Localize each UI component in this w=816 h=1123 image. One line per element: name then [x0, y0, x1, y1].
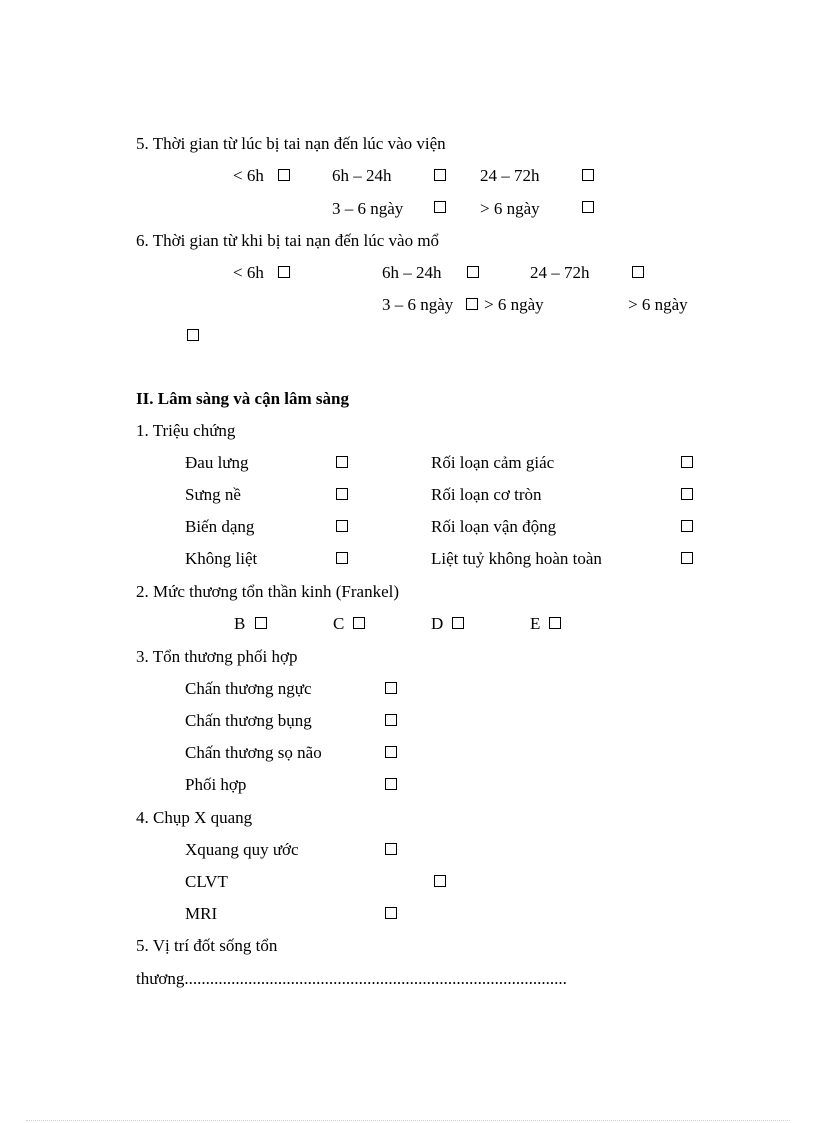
symptom-checkbox[interactable] — [336, 456, 348, 468]
xray-label: Xquang quy ước — [185, 840, 299, 859]
combined-label: Chấn thương ngực — [185, 679, 312, 698]
symptom-label: Đau lưng — [185, 453, 249, 472]
q5-checkbox[interactable] — [582, 201, 594, 213]
xray-checkbox[interactable] — [434, 875, 446, 887]
q6-option-label: 6h – 24h — [382, 263, 442, 282]
frankel-checkbox[interactable] — [452, 617, 464, 629]
location-answer-line[interactable]: thương.......................................................................................... — [136, 969, 567, 988]
q6-checkbox[interactable] — [632, 266, 644, 278]
combined-checkbox[interactable] — [385, 682, 397, 694]
symptom-checkbox[interactable] — [336, 520, 348, 532]
frankel-grade-label: B — [234, 614, 246, 633]
q5-checkbox[interactable] — [278, 169, 290, 181]
symptom-label: Biến dạng — [185, 517, 255, 536]
symptom-checkbox[interactable] — [681, 456, 693, 468]
frankel-checkbox[interactable] — [549, 617, 561, 629]
symptom-checkbox[interactable] — [336, 552, 348, 564]
symptom-label: Sưng nề — [185, 485, 241, 504]
frankel-grade-label: E — [530, 614, 541, 633]
symptom-checkbox[interactable] — [681, 488, 693, 500]
symptom-checkbox[interactable] — [681, 520, 693, 532]
q6-checkbox[interactable] — [466, 298, 478, 310]
combined-checkbox[interactable] — [385, 746, 397, 758]
symptoms-title: 1. Triệu chứng — [136, 421, 236, 440]
q5-option-label: > 6 ngày — [480, 199, 540, 218]
symptom-checkbox[interactable] — [681, 552, 693, 564]
symptom-label: Rối loạn vận động — [431, 517, 557, 536]
combined-label: Chấn thương sọ não — [185, 743, 322, 762]
q5-title: 5. Thời gian từ lúc bị tai nạn đến lúc vào viện — [136, 134, 446, 153]
q6-option-label: 3 – 6 ngày — [382, 295, 454, 314]
q5-option-label: 24 – 72h — [480, 166, 540, 185]
q5-option-label: < 6h — [233, 166, 264, 185]
q6-title: 6. Thời gian từ khi bị tai nạn đến lúc vào mổ — [136, 231, 440, 250]
combined-checkbox[interactable] — [385, 714, 397, 726]
frankel-grade-label: D — [431, 614, 444, 633]
frankel-checkbox[interactable] — [353, 617, 365, 629]
location-title: 5. Vị trí đốt sống tổn — [136, 936, 278, 955]
q6-checkbox[interactable] — [467, 266, 479, 278]
frankel-title: 2. Mức thương tổn thần kinh (Frankel) — [136, 582, 400, 601]
combined-label: Phối hợp — [185, 775, 247, 794]
q6-option-label: < 6h — [233, 263, 264, 282]
q5-checkbox[interactable] — [582, 169, 594, 181]
page-bottom-rule — [26, 1120, 790, 1121]
frankel-grade-label: C — [333, 614, 345, 633]
xray-label: CLVT — [185, 872, 228, 891]
q6-option-label: 24 – 72h — [530, 263, 590, 282]
q6-option-label: > 6 ngày — [484, 295, 544, 314]
xray-label: MRI — [185, 904, 218, 923]
section-heading: II. Lâm sàng và cận lâm sàng — [136, 389, 350, 408]
combined-checkbox[interactable] — [385, 778, 397, 790]
q6-option-label: > 6 ngày — [628, 295, 688, 314]
q5-option-label: 6h – 24h — [332, 166, 392, 185]
xray-checkbox[interactable] — [385, 843, 397, 855]
symptom-label: Rối loạn cảm giác — [431, 453, 555, 472]
frankel-checkbox[interactable] — [255, 617, 267, 629]
q6-checkbox[interactable] — [187, 329, 199, 341]
xray-title: 4. Chụp X quang — [136, 808, 253, 827]
xray-checkbox[interactable] — [385, 907, 397, 919]
symptom-label: Liệt tuỷ không hoàn toàn — [431, 549, 602, 568]
q6-checkbox[interactable] — [278, 266, 290, 278]
q5-checkbox[interactable] — [434, 169, 446, 181]
combined-label: Chấn thương bụng — [185, 711, 312, 730]
q5-option-label: 3 – 6 ngày — [332, 199, 404, 218]
symptom-label: Không liệt — [185, 549, 258, 568]
symptom-checkbox[interactable] — [336, 488, 348, 500]
combined-title: 3. Tổn thương phối hợp — [136, 647, 298, 666]
q5-checkbox[interactable] — [434, 201, 446, 213]
symptom-label: Rối loạn cơ tròn — [431, 485, 542, 504]
